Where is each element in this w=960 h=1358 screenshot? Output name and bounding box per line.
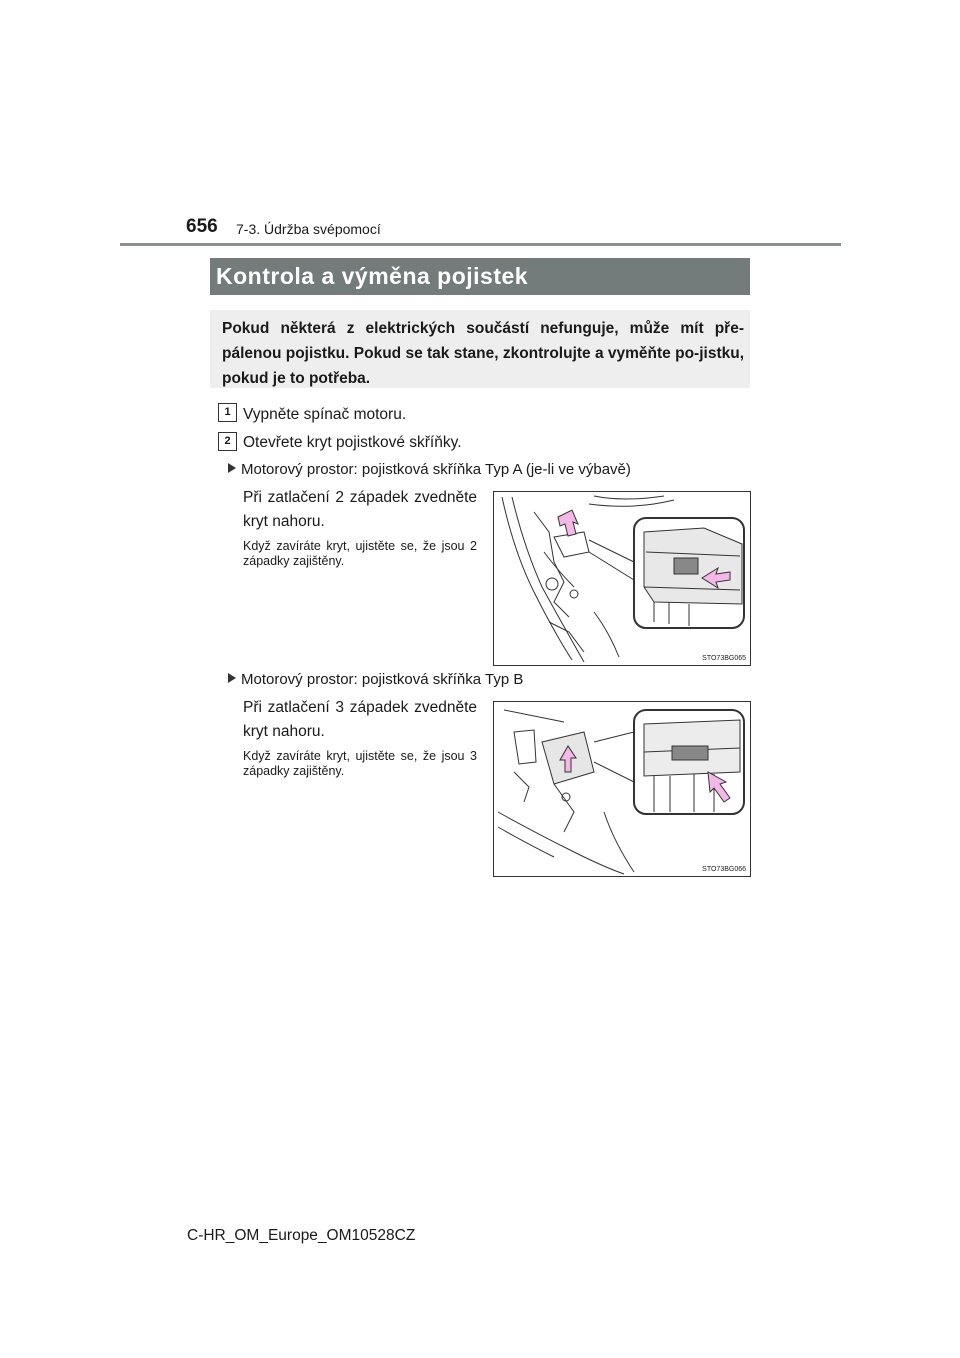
figure-code-a: STO73BG065 [702,655,746,662]
step-text-2: Otevřete kryt pojistkové skříňky. [243,434,462,451]
figure-fuse-box-type-b [493,701,751,877]
subsection-heading-text: Motorový prostor: pojistková skříňka Typ B [241,671,524,688]
note-type-a: Když zavíráte kryt, ujistěte se, že jsou 2 západky zajištěny. [243,539,477,568]
bullet-triangle-icon [228,463,236,473]
bullet-triangle-icon [228,673,236,683]
section-title: Kontrola a výměna pojistek [210,258,750,295]
step-text-1: Vypněte spínač motoru. [243,406,407,423]
section-reference: 7-3. Údržba svépomocí [236,221,381,237]
intro-box [210,310,750,388]
subsection-heading-type-a [228,461,631,478]
header-divider [120,243,841,246]
instruction-type-a: Při zatlačení 2 západek zvedněte kryt nahoru. [243,489,477,530]
illustration-engine-bay-b [494,702,750,876]
subsection-heading-type-b [228,671,523,688]
footer-document-id: C-HR_OM_Europe_OM10528CZ [187,1227,416,1244]
note-type-b: Když zavíráte kryt, ujistěte se, že jsou 3 západky zajištěny. [243,749,477,778]
page-number: 656 [186,216,218,237]
step-badge-2: 2 [218,432,237,451]
illustration-engine-bay-a [494,492,750,665]
figure-fuse-box-type-a [493,491,751,666]
step-badge-1: 1 [218,403,237,422]
subsection-heading-text: Motorový prostor: pojistková skříňka Typ A (je-li ve výbavě) [241,461,631,478]
figure-code-b: STO73BG066 [702,866,746,873]
instruction-type-b: Při zatlačení 3 západek zvedněte kryt nahoru. [243,699,477,740]
intro-text: Pokud některá z elektrických součástí nefunguje, může mít pře-pálenou pojistku. Pokud se tak stane, zkontrolujte a vyměňte po-jistku, pokud je to potřeba. [222,320,744,387]
